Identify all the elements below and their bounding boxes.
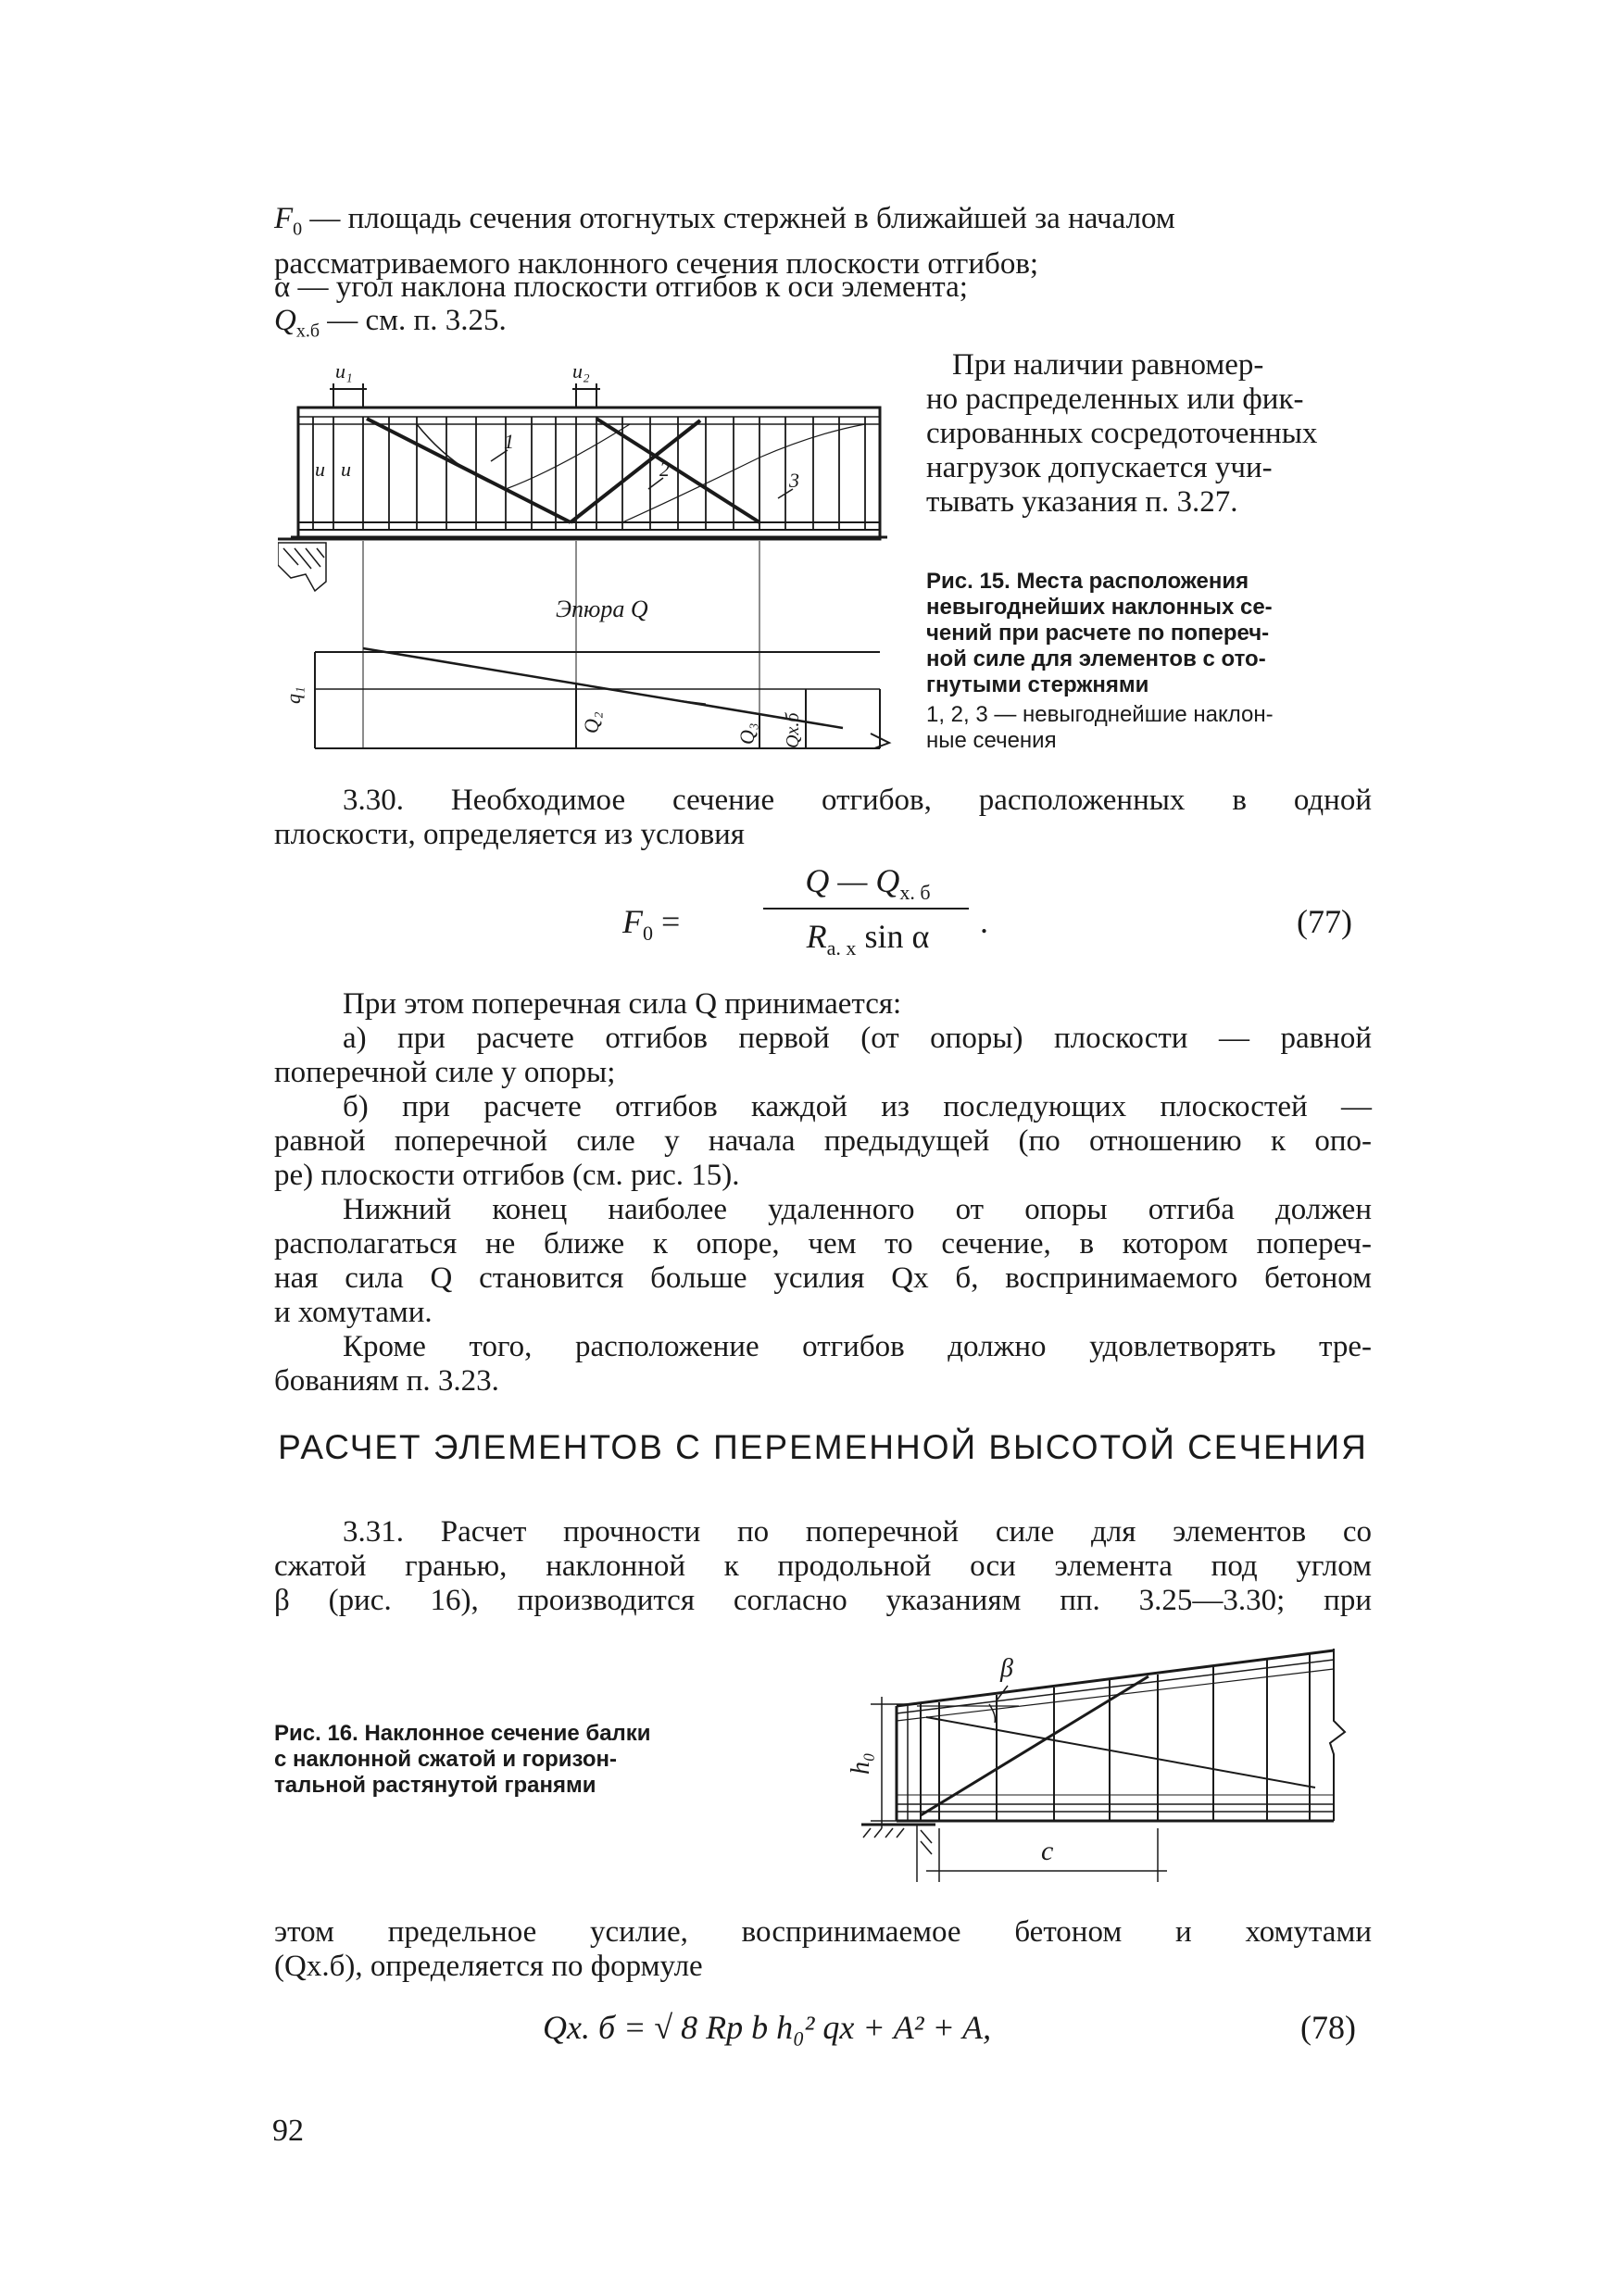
- fig15-label-u2: u₂: [572, 359, 590, 383]
- fig16-label-h0: h₀: [847, 1752, 875, 1775]
- fig15-label-u-right: u: [341, 458, 351, 481]
- fig15-label-u1: u₁: [335, 359, 353, 383]
- force-rules: При этом поперечная сила Q принимается: а) при расчете отгибов первой (от опоры) плоскости — равной поперечной силе у опоры; б) при расчете отгибов каждой из последующих плоскостей — равной поперечной силе у начала предыдущей (по отношению к опо- ре) плоскости отгибов (см. рис. 15). Нижний конец наиболее удаленного от опоры отгиба должен располагаться не ближе к опоре, чем то сечение, в котором попереч- ная сила Q становится больше усилия Qх б, воспринимаемого бетоном и хомутами. Кроме того, расположение отгибов должно удовлетворять тре- бованиям п. 3.23.: [274, 987, 1372, 1398]
- fig15-label-section-1: 1: [504, 430, 514, 453]
- fig16-label-beta: β: [1000, 1654, 1013, 1683]
- figure-15-note: 1, 2, 3 — невыгоднейшие наклон- ные сечения: [926, 702, 1274, 753]
- fig15-label-qxb: Qх.б: [783, 712, 803, 748]
- figure-15-diagram: [278, 359, 908, 758]
- definition-q: $Q_{х.б}$ — см. п. 3.25.: [274, 304, 507, 342]
- fig16-label-c: c: [1041, 1836, 1054, 1866]
- definition-alpha: α — угол наклона плоскости отгибов к оси элемента;: [274, 270, 968, 304]
- fig15-label-q2: Q₂: [580, 711, 603, 734]
- fig15-label-q1: q₁: [282, 686, 305, 704]
- fig15-label-q3: Q₃: [735, 722, 759, 745]
- fig15-label-epure: Эпюра Q: [556, 596, 648, 622]
- fig15-label-u-left: u: [315, 458, 325, 481]
- figure-16-diagram: [815, 1639, 1371, 1882]
- formula-78: Qх. б = √ 8 Rр b h₀² qх + A² + A,: [543, 2009, 992, 2046]
- figure-15-caption: Рис. 15. Места расположения невыгоднейших наклонных се- чений при расчете по попереч- ной силе для элементов с ото- гнутыми стержнями: [926, 569, 1273, 697]
- section-heading: РАСЧЕТ ЭЛЕМЕНТОВ С ПЕРЕМЕННОЙ ВЫСОТОЙ СЕЧЕНИЯ: [278, 1428, 1368, 1466]
- paragraph-after-fig16: этом предельное усилие, воспринимаемое бетоном и хомутами (Qх.б), определяется по формуле: [274, 1915, 1372, 1983]
- section-3-30: 3.30. Необходимое сечение отгибов, расположенных в одной плоскости, определяется из условия: [274, 784, 1372, 851]
- fig15-label-section-2: 2: [659, 458, 670, 481]
- section-3-31: 3.31. Расчет прочности по поперечной силе для элементов со сжатой гранью, наклонной к продольной оси элемента под углом β (рис. 16), производится согласно указаниям пп. 3.25—3.30; при: [274, 1515, 1372, 1617]
- figure-16-caption: Рис. 16. Наклонное сечение балки с наклонной сжатой и горизон- тальной растянутой гранями: [274, 1721, 651, 1798]
- formula-77: $F_0$ = Q — $Q_{х. б}$ $R_{а. х}$ sin α . (77): [622, 862, 1352, 960]
- definition-f0: $F_0$ — площадь сечения отогнутых стержней в ближайшей за началом рассматриваемого наклонного сечения плоскости отгибов;: [274, 202, 1175, 281]
- formula-78-number: (78): [1300, 2009, 1356, 2046]
- fig15-label-section-3: 3: [789, 469, 799, 492]
- side-paragraph: При наличии равномер- но распределенных или фик- сированных сосредоточенных нагрузок допускается учи- тывать указания п. 3.27.: [926, 348, 1318, 519]
- page-number: 92: [272, 2114, 304, 2148]
